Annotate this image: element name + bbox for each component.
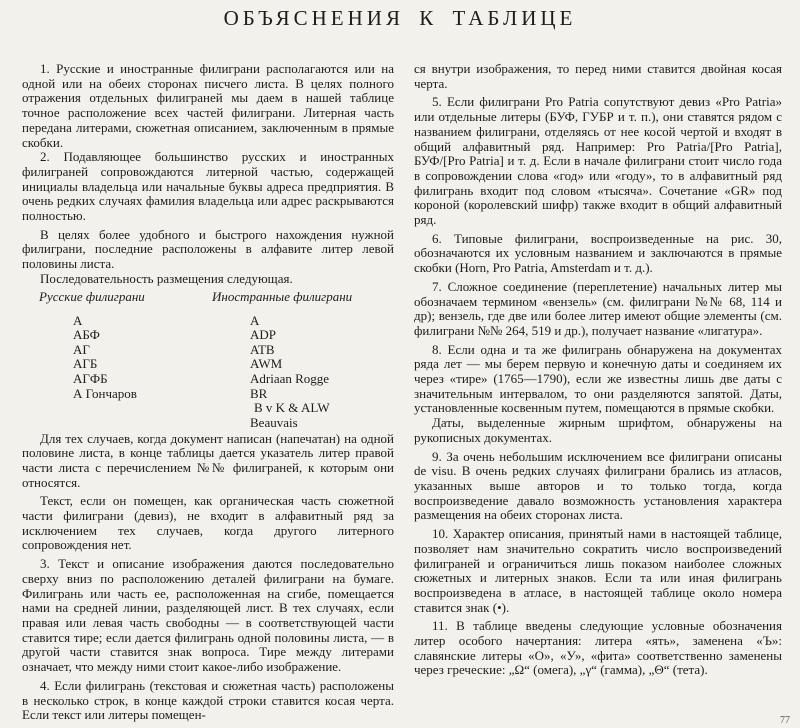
list-item: АГ — [73, 341, 90, 357]
paragraph-4: Последовательность размещения следующая. — [40, 270, 293, 286]
left-column — [22, 62, 394, 723]
table-header-russian: Русские филиграни — [39, 288, 145, 304]
list-item: A — [250, 312, 260, 328]
list-item: АГФБ — [73, 370, 108, 386]
list-item: BR — [250, 385, 268, 401]
paragraph-7: 3. Текст и описание изображения даются последовательно сверху вниз по расположению деталей филиграни на бумаге. Филигрань или часть ее, расположенная на сгибе, помещается нами на средней линии, разделяющей лист. В тех случаях, если правая или левая часть свободны — в соответствующей части ставится тире; если дается филигрань одной половины листа, — в другой части ставится знак вопроса. Тире между литерами означает, что между ними стоит какое-либо изображение. — [22, 556, 394, 675]
paragraph-1: 1. Русские и иностранные филиграни располагаются или на одной или на обеих сторонах писчего листа. В целях полного отражения отдельных филиграней мы даем в нашей таблице точное расположение всех частей филиграни. Литерная часть передана литерами, сюжетная описанием, заключенным в прямые скобки. — [22, 61, 394, 150]
paragraph-11-item: 11. В таблице введены следующие условные обозначения литер особого начертания: литера «ять», заменена «Ъ»: славянские литеры «О», «У», «фита» соответственно заменены через греческие: „Ω“ (омега), „γ“ (гамма), „Θ“ (тета). — [414, 618, 782, 678]
paragraph-8: 4. Если филигрань (текстовая и сюжетная часть) расположены в несколько строк, в конце каждой строки ставится косая черта. Если текст или литеры помещен- — [22, 677, 394, 723]
list-item: B v K & ALW — [254, 400, 330, 416]
sequence-table — [22, 288, 394, 430]
paragraph-6-item: 6. Типовые филиграни, воспроизведенные на рис. 30, обозначаются их условным названием и заключаются в прямые скобки (Horn, Pro Patria, Amsterdam и т. д.). — [414, 230, 782, 276]
russian-list — [73, 314, 137, 402]
list-item: AWM — [250, 356, 283, 372]
paragraph-3: В целях более удобного и быстрого нахождения нужной филиграни, последние расположены в алфавите литер левой половины листа. — [22, 226, 394, 272]
paragraph-10-item: 10. Характер описания, принятый нами в настоящей таблице, позволяет нам значительно сократить число воспроизведений филиграней и ограничиться лишь показом наиболее сложных сюжетных и литерных знаков. Если та или иная филигрань воспроизведена в атласе, в настоящей таблице около номера ставится знак (•). — [414, 526, 782, 615]
page-title: ОБЪЯСНЕНИЯ К ТАБЛИЦЕ — [223, 6, 577, 30]
list-item: Adriaan Rogge — [250, 370, 330, 386]
paragraph-6: Текст, если он помещен, как органическая часть сюжетной части филиграни (девиз), не входит в алфавитный ряд за исключением тех случаев, когда другого литерного сопровождения нет. — [22, 493, 394, 553]
page-number: 77 — [780, 715, 790, 726]
right-column — [414, 62, 782, 678]
list-item: А Гончаров — [73, 385, 137, 401]
paragraph-dates-note: Даты, выделенные жирным шрифтом, обнаружены на рукописных документах. — [414, 415, 782, 445]
paragraph-7-item: 7. Сложное соединение (переплетение) начальных литер мы обозначаем термином «вензель» (см. филиграни №№ 68, 114 и др); вензель, где две или более литер имеют общие элементы (см. филиграни №№ 264, 519 и др.), получает название «лигатура». — [414, 278, 782, 338]
list-item: А — [73, 312, 83, 328]
list-item: АГБ — [73, 356, 98, 372]
list-item: Beauvais — [250, 414, 298, 430]
list-item: ADP — [250, 327, 277, 343]
paragraph-continued: ся внутри изображения, то перед ними ставится двойная косая черта. — [414, 61, 782, 91]
list-item: АБФ — [73, 327, 100, 343]
paragraph-5-item: 5. Если филиграни Pro Patria сопутствуют девиз «Pro Patria» или отдельные литеры (БУФ, ГУБР и т. п.), они ставятся рядом с названием филиграни, отделяясь от нее косой чертой и входят в общий алфавитный ряд. Например: Pro Patria/[Pro Patria], БУФ/[Pro Patria] и т. д. Если в начале филиграни стоит число года в сопровождении слова «год» или «году», то в алфавитный ряд филигрань входит под словом «тысяча». Сочетание «GR» под короной (королевский шифр) также входит в общий алфавитный ряд. — [414, 94, 782, 228]
table-header-foreign: Иностранные филиграни — [212, 288, 353, 304]
foreign-list — [250, 314, 330, 431]
paragraph-8-item: 8. Если одна и та же филигрань обнаружена на документах ряда лет — мы берем первую и конечную даты и соединяем их через «тире» (1765—1790), если же известны лишь две даты с значительным интервалом, то они разделяются запятой. Даты, установленные косвенным путем, помещаются в прямые скобки. — [414, 341, 782, 416]
paragraph-9-item: 9. За очень небольшим исключением все филиграни описаны de visu. В очень редких случаях филиграни брались из атласов, указанных выше авторов и то только тогда, когда воспроизведение давало возможность установления характера размещения на обеих сторонах листа. — [414, 448, 782, 523]
paragraph-2: 2. Подавляющее большинство русских и иностранных филиграней сопровождаются литерной частью, содержащей инициалы владельца или начальные буквы адреса предприятия. В очень редких случаях фамилия владельца или адрес раскрываются полностью. — [22, 149, 394, 224]
list-item: ATB — [250, 341, 275, 357]
paragraph-5: Для тех случаев, когда документ написан (напечатан) на одной половине листа, в конце таблицы дается указатель литер правой части листа с перечислением №№ филиграней, к которым они относятся. — [22, 430, 394, 490]
